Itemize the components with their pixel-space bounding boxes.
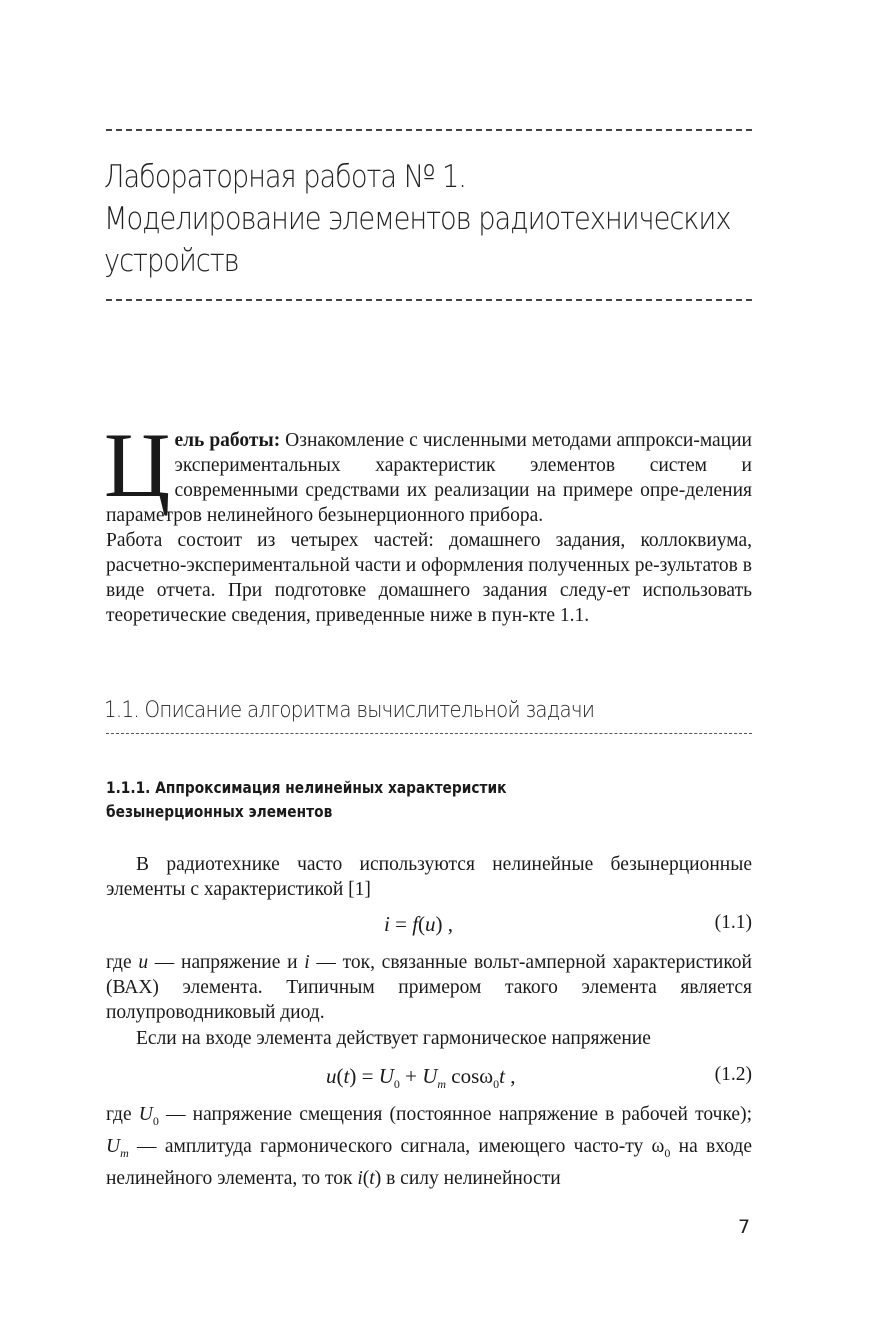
chapter-title-line: Лабораторная работа № 1. <box>104 159 466 195</box>
subsection-heading <box>106 776 588 824</box>
equation-1-2-formula: $u(t) = U_0 + U_m$ cosω$_0$t , <box>326 1064 516 1092</box>
equation-1-1 <box>106 912 752 940</box>
drop-cap: Ц <box>104 414 171 516</box>
chapter-title-line: Моделирование элементов радиотехнических <box>104 201 731 237</box>
section-heading: 1.1. Описание алгоритма вычислительной задачи <box>104 698 595 723</box>
chapter-title <box>104 156 731 282</box>
equation-1-1-number: (1.1) <box>714 912 752 933</box>
subsection-heading-line: 1.1.1. Аппроксимация нелинейных характеристик <box>106 778 507 797</box>
goal-text: Ознакомление с численными методами аппрокси-мации экспериментальных характеристик элементов систем и современными средствами их реализации на примере опре-деления параметров нелинейного безынерционного прибора. <box>106 430 752 526</box>
section-rule <box>106 733 752 734</box>
subsection-heading-line: безынерционных элементов <box>106 802 333 821</box>
intro-block <box>104 414 752 628</box>
body-paragraph-4: где $U_0$ — напряжение смещения (постоянное напряжение в рабочей точке); $U_m$ — амплитуда гармонического сигнала, имеющего часто-ту $\omega_0$ на входе нелинейного элемента, то ток i(t) в силу нелинейности <box>106 1104 752 1189</box>
equation-1-2-number: (1.2) <box>714 1064 752 1085</box>
title-bottom-rule <box>106 299 752 301</box>
equation-1-1-formula: i = f(u) , <box>384 912 454 936</box>
chapter-title-line: устройств <box>104 243 239 279</box>
intro-paragraph <box>104 414 752 526</box>
equation-1-2 <box>106 1064 752 1092</box>
page-number: 7 <box>738 1216 751 1238</box>
title-top-rule <box>106 129 752 131</box>
body-paragraph-2: где u — напряжение и i — ток, связанные вольт-амперной характеристикой (ВАХ) элемента. Типичным примером такого элемента является полупроводниковый диод. <box>106 952 752 1023</box>
body-paragraph-1: В радиотехнике часто используются нелинейные безынерционные элементы с характеристикой [1] <box>106 854 752 900</box>
goal-label: ель работы: <box>174 430 281 451</box>
body-paragraph-3: Если на входе элемента действует гармоническое напряжение <box>136 1028 651 1049</box>
intro-paragraph-2: Работа состоит из четырех частей: домашнего задания, коллоквиума, расчетно-экспериментальной части и оформления полученных ре-зультатов в виде отчета. При подготовке домашнего задания следу-ет использовать теоретические сведения, приведенные ниже в пун-кте 1.1. <box>106 530 752 626</box>
